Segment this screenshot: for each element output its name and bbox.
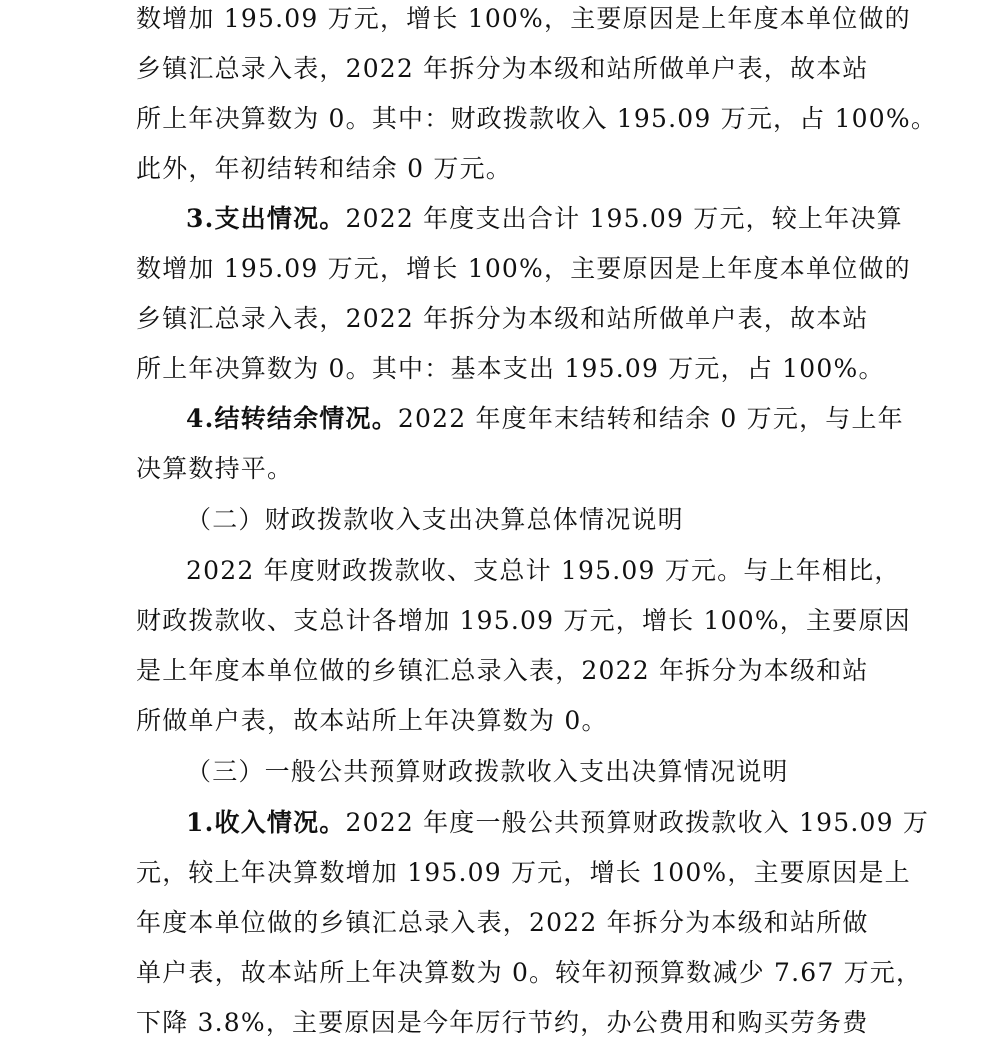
paragraph-line: 2022 年度财政拨款收、支总计 195.09 万元。与上年相比， bbox=[186, 556, 901, 585]
income-heading: 1.收入情况。 bbox=[186, 808, 346, 837]
carryover-heading-line bbox=[186, 400, 904, 438]
paragraph-line: 年度本单位做的乡镇汇总录入表，2022 年拆分为本级和站所做 bbox=[136, 908, 869, 937]
paragraph-line: 单户表，故本站所上年决算数为 0。较年初预算数减少 7.67 万元， bbox=[136, 958, 923, 987]
income-heading-line bbox=[186, 804, 930, 842]
paragraph-line: 是上年度本单位做的乡镇汇总录入表，2022 年拆分为本级和站 bbox=[136, 656, 869, 685]
paragraph-line: 决算数持平。 bbox=[136, 454, 294, 483]
paragraph-line: 所做单户表，故本站所上年决算数为 0。 bbox=[136, 706, 608, 735]
section-heading-two: （二）财政拨款收入支出决算总体情况说明 bbox=[186, 505, 684, 534]
expenditure-heading-line bbox=[186, 200, 903, 238]
paragraph-line: 数增加 195.09 万元，增长 100%，主要原因是上年度本单位做的 bbox=[136, 4, 911, 33]
paragraph-line: 所上年决算数为 0。其中：财政拨款收入 195.09 万元，占 100%。 bbox=[136, 104, 938, 133]
paragraph-line: 乡镇汇总录入表，2022 年拆分为本级和站所做单户表，故本站 bbox=[136, 54, 869, 83]
carryover-heading: 4.结转结余情况。 bbox=[186, 404, 398, 433]
income-text: 2022 年度一般公共预算财政拨款收入 195.09 万 bbox=[345, 808, 930, 837]
section-heading-three: （三）一般公共预算财政拨款收入支出决算情况说明 bbox=[186, 757, 789, 786]
paragraph-line: 财政拨款收、支总计各增加 195.09 万元，增长 100%，主要原因 bbox=[136, 606, 911, 635]
paragraph-line: 乡镇汇总录入表，2022 年拆分为本级和站所做单户表，故本站 bbox=[136, 304, 869, 333]
paragraph-line: 元，较上年决算数增加 195.09 万元，增长 100%，主要原因是上 bbox=[136, 858, 911, 887]
carryover-text: 2022 年度年末结转和结余 0 万元，与上年 bbox=[397, 404, 904, 433]
expenditure-text: 2022 年度支出合计 195.09 万元，较上年决算 bbox=[345, 204, 903, 233]
paragraph-line: 下降 3.8%，主要原因是今年厉行节约，办公费用和购买劳务费 bbox=[136, 1008, 869, 1037]
paragraph-line: 所上年决算数为 0。其中：基本支出 195.09 万元，占 100%。 bbox=[136, 354, 885, 383]
paragraph-line: 此外，年初结转和结余 0 万元。 bbox=[136, 154, 513, 183]
expenditure-heading: 3.支出情况。 bbox=[186, 204, 346, 233]
paragraph-line: 数增加 195.09 万元，增长 100%，主要原因是上年度本单位做的 bbox=[136, 254, 911, 283]
